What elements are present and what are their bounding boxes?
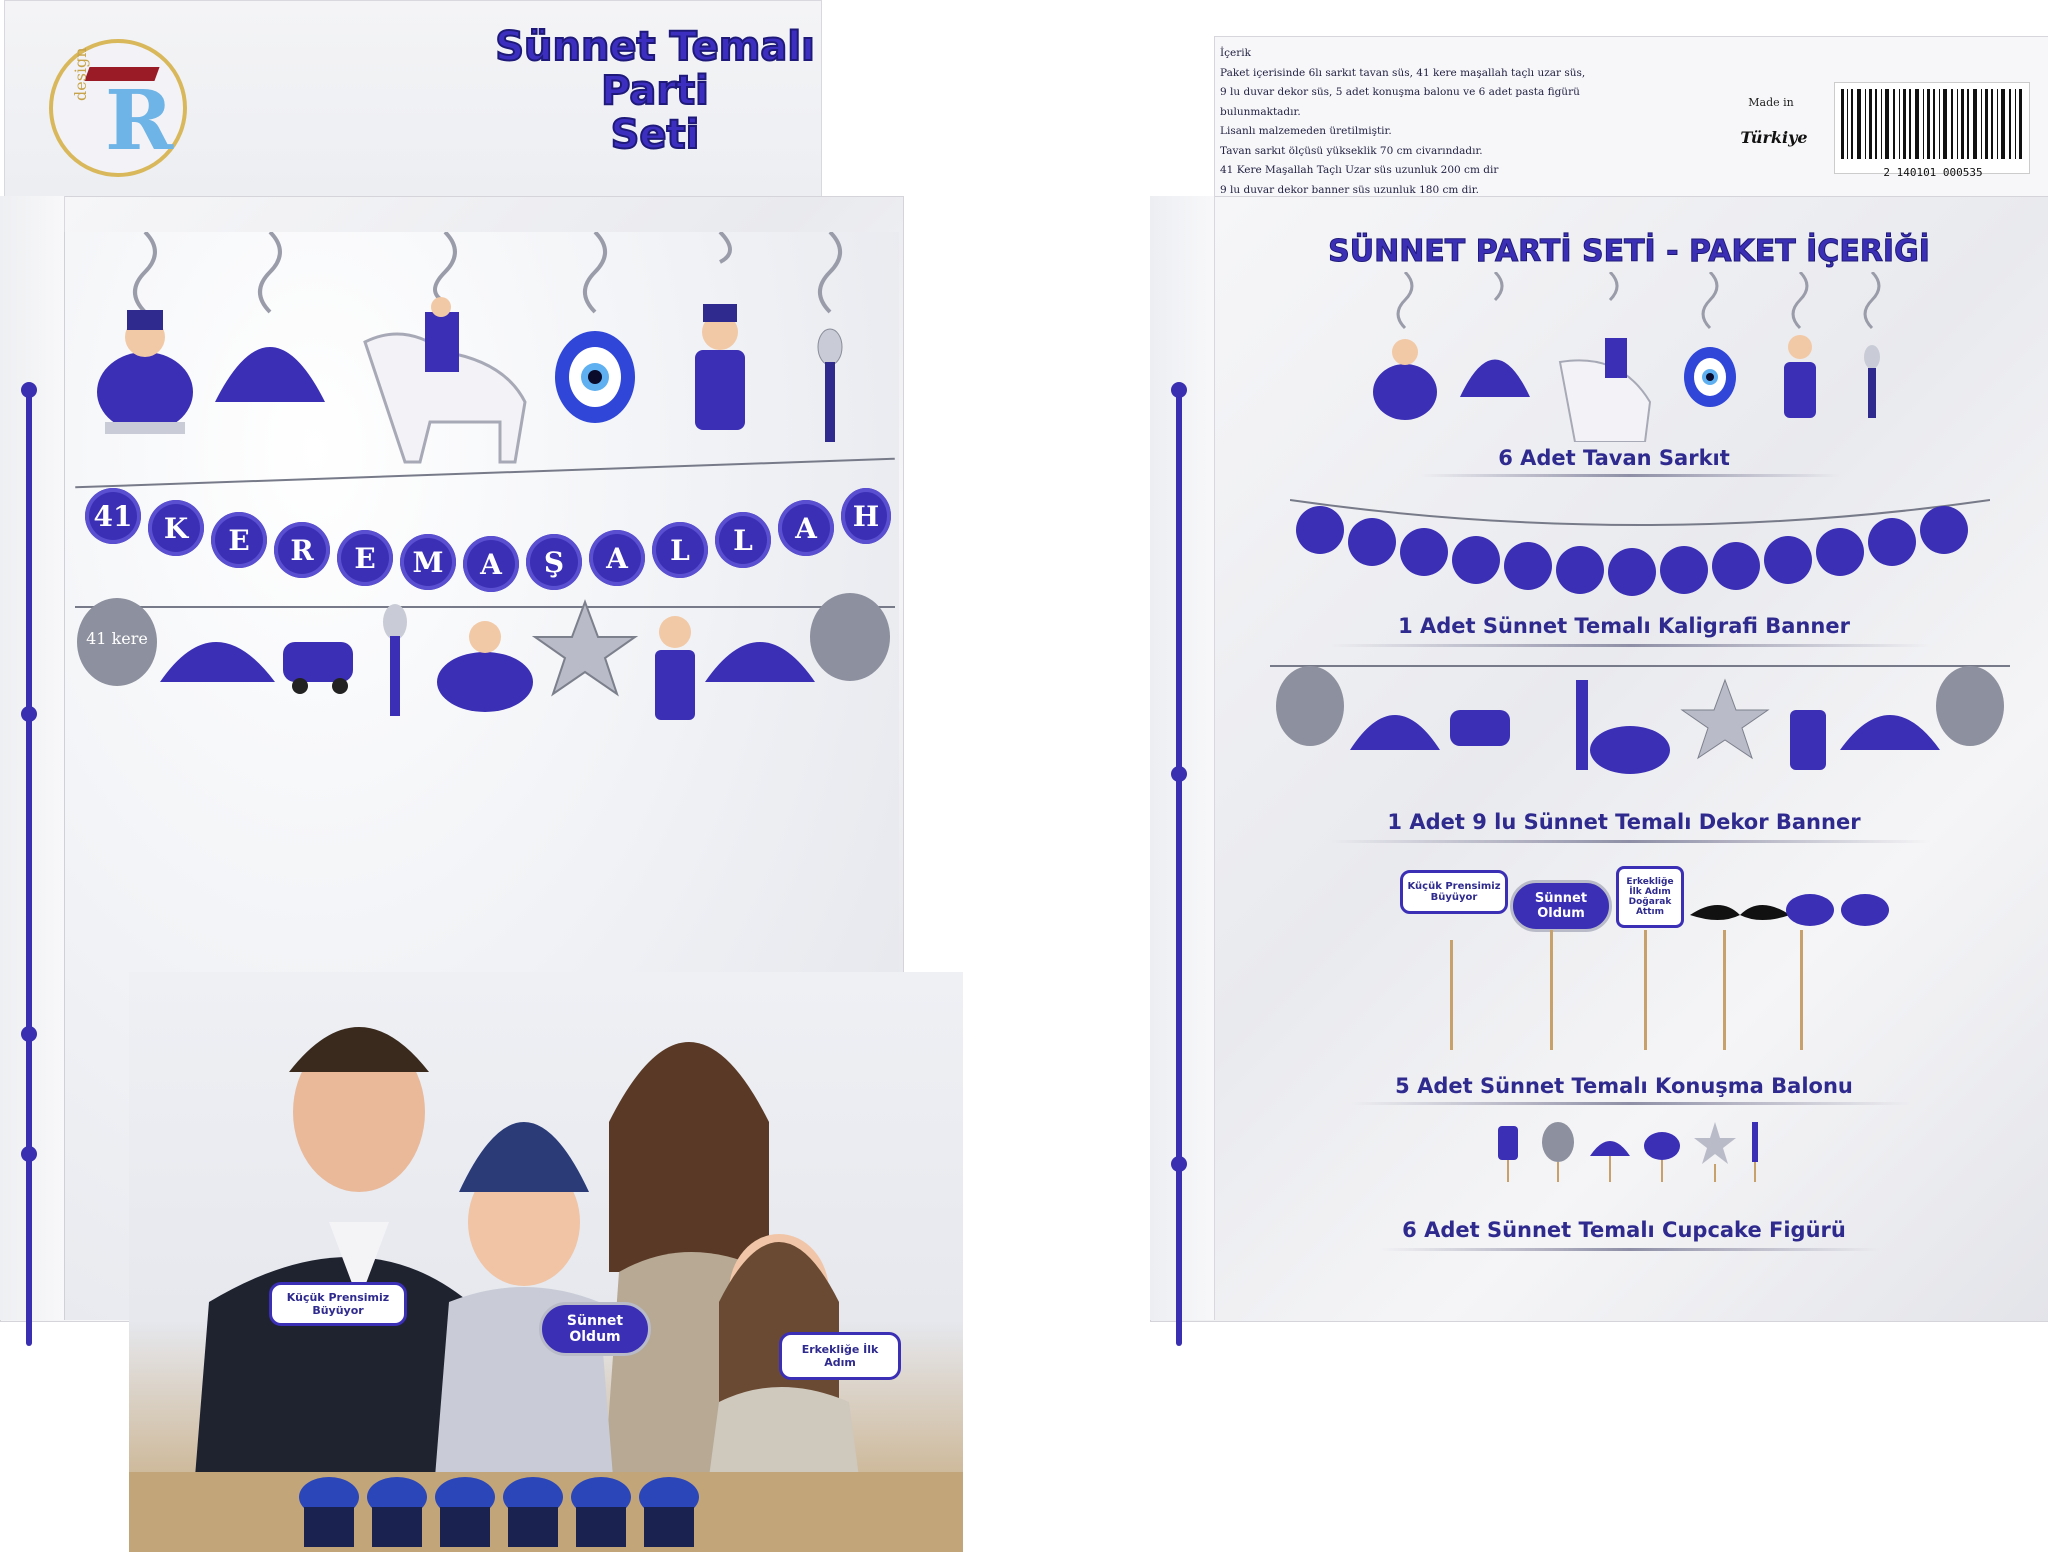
back-prop-crown: Küçük Prensimiz Büyüyor <box>1400 870 1508 914</box>
prop-stick <box>1723 930 1726 1050</box>
barcode-number: 2 140101 000535 <box>1883 166 1983 179</box>
back-decor-items <box>1276 666 2004 774</box>
decor-boy-standing-icon <box>655 616 695 720</box>
hanging-boy-sitting-icon <box>97 310 193 434</box>
content-info <box>1220 44 1640 220</box>
hanging-horse-rider-icon <box>365 297 525 462</box>
separator <box>1380 1248 1880 1251</box>
info-line: 9 lu duvar dekor banner süs uzunluk 180 cm dir. <box>1220 183 1479 196</box>
prop-speech-bubble: Sünnet Oldum <box>539 1302 651 1356</box>
hanging-evil-eye-icon <box>555 331 635 423</box>
back-side-rail <box>1176 386 1182 1346</box>
section-hanging-label: 6 Adet Tavan Sarkıt <box>1498 446 1730 470</box>
info-line: Paket içerisinde 6lı sarkıt tavan süs, 41 kere maşallah taçlı uzar süs, <box>1220 66 1586 79</box>
rail-dot-bottom <box>21 1146 37 1162</box>
spiral-strings <box>135 232 840 312</box>
prop-stick <box>1644 930 1647 1050</box>
country-label: Türkiye <box>1740 128 1808 147</box>
back-rail-dot-bottom <box>1171 1156 1187 1172</box>
decor-banner <box>65 592 899 732</box>
banner-letter: L <box>715 512 771 568</box>
banner-letter: A <box>778 500 834 556</box>
hanging-ornaments <box>65 232 899 472</box>
separator <box>1420 474 1840 477</box>
logo-letter: R <box>105 73 174 169</box>
decor-welcome-hat-icon <box>160 642 275 682</box>
back-cupcake-figures <box>1490 1116 1790 1186</box>
family-photo <box>129 972 963 1552</box>
back-calligraphy-banner <box>1290 490 1990 600</box>
section-calligraphy-label: 1 Adet Sünnet Temalı Kaligrafi Banner <box>1398 614 1850 638</box>
info-line: 9 lu duvar dekor süs, 5 adet konuşma balonu ve 6 adet pasta figürü <box>1220 86 1580 98</box>
back-prop-extras <box>1680 860 1900 1060</box>
svg-text:41 kere: 41 kere <box>86 629 148 648</box>
rail-dot-mid <box>21 706 37 722</box>
decor-balloon-boys-icon <box>810 593 890 681</box>
prop-stick <box>1550 930 1553 1050</box>
back-banner-letters <box>1296 506 1968 596</box>
cupcakes-row <box>299 1472 819 1552</box>
banner-letter: E <box>211 512 267 568</box>
banner-letter: M <box>400 534 456 590</box>
hanging-hat-icon <box>215 347 325 402</box>
rail-dot-top <box>21 382 37 398</box>
banner-letter: L <box>652 522 708 578</box>
section-speech-label: 5 Adet Sünnet Temalı Konuşma Balonu <box>1395 1074 1853 1098</box>
banner-letter: K <box>148 500 204 556</box>
decor-boy-sitting-icon <box>437 621 533 712</box>
back-hat-icon <box>1460 360 1530 398</box>
decor-star-icon <box>535 602 635 694</box>
back-mace-icon <box>1864 345 1880 418</box>
barcode-bars-icon <box>1835 83 2029 163</box>
barcode <box>1834 82 2030 174</box>
glasses-icon <box>1786 894 1889 926</box>
front-display-panel <box>64 232 899 1369</box>
info-line: bulunmaktadır. <box>1220 105 1301 118</box>
info-line: İçerik <box>1220 47 1251 59</box>
banner-letter: A <box>589 530 645 586</box>
rail-dot-mid2 <box>21 1026 37 1042</box>
banner-letter: E <box>337 530 393 586</box>
front-title-line-2: Parti <box>601 68 709 114</box>
separator <box>1330 644 1930 647</box>
section-decor-label: 1 Adet 9 lu Sünnet Temalı Dekor Banner <box>1387 810 1861 834</box>
prop-sign: Erkekliğe İlk Adım <box>779 1332 901 1380</box>
info-line: Tavan sarkıt ölçüsü yükseklik 70 cm civarındadır. <box>1220 144 1483 157</box>
front-package-header <box>4 0 822 198</box>
back-boy-sitting-icon <box>1373 339 1437 420</box>
banner-letter: R <box>274 522 330 578</box>
back-decor-banner <box>1270 650 2010 790</box>
back-rail-dot-top <box>1171 382 1187 398</box>
back-boy-standing-icon <box>1784 335 1816 418</box>
hanging-boy-standing-icon <box>695 304 745 430</box>
back-hanging-ornaments <box>1360 272 1920 442</box>
section-cupcake-label: 6 Adet Sünnet Temalı Cupcake Figürü <box>1402 1218 1846 1242</box>
decor-mace-icon <box>383 604 407 716</box>
banner-letter: Ş <box>526 534 582 590</box>
brand-logo <box>49 39 187 177</box>
info-line: Lisanlı malzemeden üretilmiştir. <box>1220 125 1392 137</box>
front-title-line-1: Sünnet Temalı <box>495 24 815 70</box>
back-heading: SÜNNET PARTİ SETİ - PAKET İÇERİĞİ <box>1328 234 1930 269</box>
back-prop-sign: Erkekliğe İlk Adım Doğarak Attım <box>1616 866 1684 928</box>
separator <box>1350 1102 1910 1105</box>
back-package-side <box>1150 196 1215 1320</box>
prop-stick <box>1800 930 1803 1050</box>
logo-word: design <box>71 47 90 101</box>
decor-balloon-icon <box>77 598 157 686</box>
back-rail-dot-mid <box>1171 766 1187 782</box>
front-title <box>475 25 835 157</box>
prop-stick <box>1450 940 1453 1050</box>
banner-letter: A <box>463 536 519 592</box>
decor-car-icon <box>283 642 353 694</box>
banner-letter: H <box>841 488 891 544</box>
banner-letter: 41 <box>85 488 141 544</box>
separator <box>1330 840 1930 843</box>
front-title-line-3: Seti <box>610 112 700 158</box>
mustache-icon <box>1690 905 1790 920</box>
prop-crown-sign: Küçük Prensimiz Büyüyor <box>269 1282 407 1326</box>
front-package-side <box>0 196 65 1320</box>
decor-pilaf-hat-icon <box>705 642 815 682</box>
back-prop-speech: Sünnet Oldum <box>1510 880 1612 932</box>
made-in-label: Made in <box>1748 96 1794 109</box>
back-horse-rider-icon <box>1560 338 1650 442</box>
hanging-mace-icon <box>818 329 842 442</box>
family-illustration <box>129 972 963 1552</box>
side-rail <box>26 386 32 1346</box>
back-evil-eye-icon <box>1684 347 1736 407</box>
info-line: 41 Kere Maşallah Taçlı Uzar süs uzunluk 200 cm dir <box>1220 164 1499 176</box>
